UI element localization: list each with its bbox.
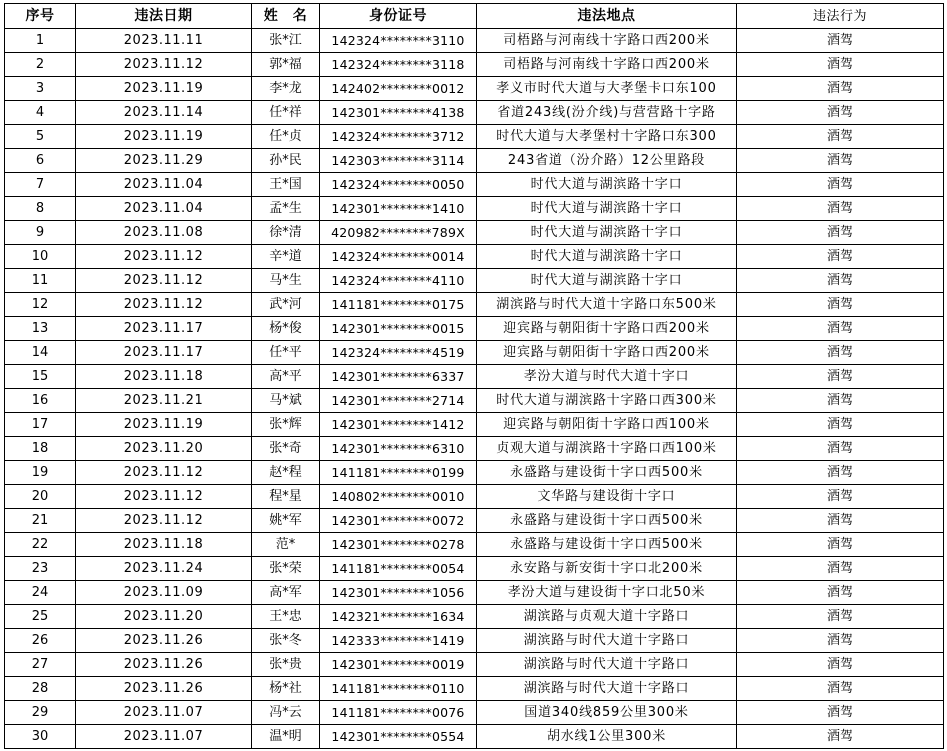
cell-seq: 23 <box>5 557 76 581</box>
cell-action: 酒驾 <box>737 629 944 653</box>
cell-seq: 25 <box>5 605 76 629</box>
cell-action: 酒驾 <box>737 485 944 509</box>
cell-name: 任*贞 <box>252 125 320 149</box>
cell-seq: 18 <box>5 437 76 461</box>
table-row <box>5 293 944 317</box>
cell-action: 酒驾 <box>737 557 944 581</box>
cell-date: 2023.11.12 <box>76 509 252 533</box>
cell-date: 2023.11.19 <box>76 125 252 149</box>
table-row <box>5 533 944 557</box>
cell-location: 243省道（汾介路）12公里路段 <box>477 149 737 173</box>
cell-id: 142301********1410 <box>320 197 477 221</box>
cell-id: 142301********4138 <box>320 101 477 125</box>
cell-name: 张*贵 <box>252 653 320 677</box>
cell-id: 140802********0010 <box>320 485 477 509</box>
cell-id: 142301********1412 <box>320 413 477 437</box>
cell-seq: 10 <box>5 245 76 269</box>
cell-id: 142321********1634 <box>320 605 477 629</box>
cell-id: 141181********0199 <box>320 461 477 485</box>
cell-id: 420982********789X <box>320 221 477 245</box>
cell-id: 142301********0072 <box>320 509 477 533</box>
cell-date: 2023.11.12 <box>76 293 252 317</box>
table-row <box>5 317 944 341</box>
cell-name: 任*平 <box>252 341 320 365</box>
cell-name: 郭*福 <box>252 53 320 77</box>
cell-id: 142301********6337 <box>320 365 477 389</box>
cell-id: 142324********3118 <box>320 53 477 77</box>
cell-location: 司梧路与河南线十字路口西200米 <box>477 53 737 77</box>
cell-seq: 20 <box>5 485 76 509</box>
cell-action: 酒驾 <box>737 605 944 629</box>
cell-date: 2023.11.09 <box>76 581 252 605</box>
cell-id: 142324********0050 <box>320 173 477 197</box>
cell-id: 142324********3712 <box>320 125 477 149</box>
cell-name: 徐*清 <box>252 221 320 245</box>
cell-action: 酒驾 <box>737 509 944 533</box>
cell-location: 湖滨路与时代大道十字路口 <box>477 677 737 701</box>
cell-seq: 24 <box>5 581 76 605</box>
cell-action: 酒驾 <box>737 365 944 389</box>
header-date: 违法日期 <box>76 4 252 29</box>
cell-seq: 27 <box>5 653 76 677</box>
cell-action: 酒驾 <box>737 125 944 149</box>
cell-action: 酒驾 <box>737 29 944 53</box>
cell-location: 永盛路与建设街十字口西500米 <box>477 509 737 533</box>
cell-date: 2023.11.07 <box>76 725 252 749</box>
cell-id: 142402********0012 <box>320 77 477 101</box>
cell-name: 张*奇 <box>252 437 320 461</box>
cell-seq: 4 <box>5 101 76 125</box>
cell-date: 2023.11.04 <box>76 197 252 221</box>
cell-location: 永盛路与建设街十字口西500米 <box>477 461 737 485</box>
cell-location: 文华路与建设街十字口 <box>477 485 737 509</box>
table-row <box>5 125 944 149</box>
violations-table <box>4 3 944 749</box>
cell-id: 142324********0014 <box>320 245 477 269</box>
cell-id: 142301********1056 <box>320 581 477 605</box>
cell-location: 湖滨路与时代大道十字路口东500米 <box>477 293 737 317</box>
cell-seq: 1 <box>5 29 76 53</box>
cell-action: 酒驾 <box>737 725 944 749</box>
cell-name: 马*斌 <box>252 389 320 413</box>
cell-name: 辛*道 <box>252 245 320 269</box>
cell-id: 142324********4519 <box>320 341 477 365</box>
cell-action: 酒驾 <box>737 677 944 701</box>
cell-seq: 28 <box>5 677 76 701</box>
cell-name: 高*军 <box>252 581 320 605</box>
cell-name: 张*辉 <box>252 413 320 437</box>
cell-date: 2023.11.17 <box>76 317 252 341</box>
cell-action: 酒驾 <box>737 389 944 413</box>
table-row <box>5 581 944 605</box>
cell-id: 142301********0554 <box>320 725 477 749</box>
header-id: 身份证号 <box>320 4 477 29</box>
table-row <box>5 485 944 509</box>
cell-name: 武*河 <box>252 293 320 317</box>
cell-date: 2023.11.20 <box>76 437 252 461</box>
cell-date: 2023.11.11 <box>76 29 252 53</box>
cell-action: 酒驾 <box>737 317 944 341</box>
cell-action: 酒驾 <box>737 581 944 605</box>
cell-action: 酒驾 <box>737 197 944 221</box>
cell-id: 142301********6310 <box>320 437 477 461</box>
cell-location: 永安路与新安街十字口北200米 <box>477 557 737 581</box>
cell-id: 142303********3114 <box>320 149 477 173</box>
cell-name: 马*生 <box>252 269 320 293</box>
table-row <box>5 245 944 269</box>
cell-id: 141181********0076 <box>320 701 477 725</box>
cell-id: 142301********0015 <box>320 317 477 341</box>
cell-id: 142333********1419 <box>320 629 477 653</box>
table-row <box>5 677 944 701</box>
cell-seq: 11 <box>5 269 76 293</box>
cell-action: 酒驾 <box>737 413 944 437</box>
table-row <box>5 341 944 365</box>
cell-location: 时代大道与湖滨路十字路口西300米 <box>477 389 737 413</box>
cell-seq: 8 <box>5 197 76 221</box>
cell-action: 酒驾 <box>737 701 944 725</box>
cell-seq: 30 <box>5 725 76 749</box>
cell-location: 孝汾大道与建设街十字口北50米 <box>477 581 737 605</box>
cell-name: 杨*俊 <box>252 317 320 341</box>
cell-seq: 19 <box>5 461 76 485</box>
cell-location: 孝汾大道与时代大道十字口 <box>477 365 737 389</box>
cell-date: 2023.11.20 <box>76 605 252 629</box>
cell-action: 酒驾 <box>737 533 944 557</box>
cell-seq: 9 <box>5 221 76 245</box>
cell-action: 酒驾 <box>737 341 944 365</box>
cell-date: 2023.11.26 <box>76 677 252 701</box>
cell-location: 省道243线(汾介线)与营营路十字路 <box>477 101 737 125</box>
cell-location: 湖滨路与时代大道十字路口 <box>477 629 737 653</box>
cell-name: 杨*社 <box>252 677 320 701</box>
table-row <box>5 53 944 77</box>
table-row <box>5 629 944 653</box>
cell-date: 2023.11.26 <box>76 629 252 653</box>
cell-action: 酒驾 <box>737 245 944 269</box>
cell-location: 迎宾路与朝阳街十字路口西200米 <box>477 341 737 365</box>
cell-date: 2023.11.12 <box>76 245 252 269</box>
cell-date: 2023.11.18 <box>76 533 252 557</box>
cell-seq: 29 <box>5 701 76 725</box>
cell-name: 冯*云 <box>252 701 320 725</box>
table-row <box>5 365 944 389</box>
cell-name: 张*荣 <box>252 557 320 581</box>
cell-id: 142301********0278 <box>320 533 477 557</box>
cell-name: 赵*程 <box>252 461 320 485</box>
cell-name: 温*明 <box>252 725 320 749</box>
table-row <box>5 29 944 53</box>
cell-seq: 14 <box>5 341 76 365</box>
cell-action: 酒驾 <box>737 101 944 125</box>
cell-name: 王*忠 <box>252 605 320 629</box>
cell-action: 酒驾 <box>737 269 944 293</box>
header-location: 违法地点 <box>477 4 737 29</box>
cell-date: 2023.11.12 <box>76 485 252 509</box>
cell-date: 2023.11.08 <box>76 221 252 245</box>
cell-name: 姚*军 <box>252 509 320 533</box>
cell-location: 时代大道与湖滨路十字口 <box>477 269 737 293</box>
table-row <box>5 101 944 125</box>
cell-action: 酒驾 <box>737 221 944 245</box>
cell-id: 142301********2714 <box>320 389 477 413</box>
cell-action: 酒驾 <box>737 293 944 317</box>
cell-seq: 7 <box>5 173 76 197</box>
cell-action: 酒驾 <box>737 461 944 485</box>
table-row <box>5 413 944 437</box>
cell-name: 程*星 <box>252 485 320 509</box>
cell-action: 酒驾 <box>737 77 944 101</box>
table-row <box>5 725 944 749</box>
cell-date: 2023.11.07 <box>76 701 252 725</box>
cell-date: 2023.11.29 <box>76 149 252 173</box>
cell-name: 李*龙 <box>252 77 320 101</box>
table-row <box>5 269 944 293</box>
table-row <box>5 461 944 485</box>
cell-location: 国道340线859公里300米 <box>477 701 737 725</box>
cell-id: 141181********0110 <box>320 677 477 701</box>
cell-date: 2023.11.26 <box>76 653 252 677</box>
table-row <box>5 701 944 725</box>
cell-date: 2023.11.04 <box>76 173 252 197</box>
cell-seq: 12 <box>5 293 76 317</box>
header-action: 违法行为 <box>737 4 944 29</box>
cell-id: 142324********3110 <box>320 29 477 53</box>
cell-name: 高*平 <box>252 365 320 389</box>
cell-id: 141181********0175 <box>320 293 477 317</box>
cell-seq: 17 <box>5 413 76 437</box>
cell-action: 酒驾 <box>737 437 944 461</box>
cell-location: 孝义市时代大道与大孝堡卡口东100 <box>477 77 737 101</box>
cell-location: 时代大道与大孝堡村十字路口东300 <box>477 125 737 149</box>
cell-seq: 5 <box>5 125 76 149</box>
cell-date: 2023.11.12 <box>76 53 252 77</box>
cell-location: 贞观大道与湖滨路十字路口西100米 <box>477 437 737 461</box>
table-row <box>5 437 944 461</box>
header-row <box>5 4 944 29</box>
header-name: 姓 名 <box>252 4 320 29</box>
cell-seq: 2 <box>5 53 76 77</box>
table-row <box>5 149 944 173</box>
table-row <box>5 605 944 629</box>
cell-date: 2023.11.17 <box>76 341 252 365</box>
cell-location: 时代大道与湖滨路十字口 <box>477 197 737 221</box>
cell-location: 司梧路与河南线十字路口西200米 <box>477 29 737 53</box>
cell-seq: 6 <box>5 149 76 173</box>
cell-date: 2023.11.14 <box>76 101 252 125</box>
cell-name: 任*祥 <box>252 101 320 125</box>
cell-seq: 15 <box>5 365 76 389</box>
header-seq: 序号 <box>5 4 76 29</box>
cell-location: 迎宾路与朝阳街十字路口西100米 <box>477 413 737 437</box>
cell-action: 酒驾 <box>737 53 944 77</box>
cell-id: 142324********4110 <box>320 269 477 293</box>
violations-sheet <box>4 3 944 749</box>
cell-location: 湖滨路与贞观大道十字路口 <box>477 605 737 629</box>
table-row <box>5 557 944 581</box>
cell-action: 酒驾 <box>737 149 944 173</box>
cell-seq: 16 <box>5 389 76 413</box>
table-row <box>5 389 944 413</box>
table-row <box>5 221 944 245</box>
table-row <box>5 173 944 197</box>
cell-action: 酒驾 <box>737 173 944 197</box>
cell-seq: 21 <box>5 509 76 533</box>
cell-seq: 26 <box>5 629 76 653</box>
cell-id: 142301********0019 <box>320 653 477 677</box>
table-body <box>5 29 944 749</box>
cell-name: 张*江 <box>252 29 320 53</box>
cell-date: 2023.11.18 <box>76 365 252 389</box>
cell-date: 2023.11.12 <box>76 269 252 293</box>
cell-location: 湖滨路与时代大道十字路口 <box>477 653 737 677</box>
cell-location: 时代大道与湖滨路十字口 <box>477 245 737 269</box>
cell-location: 时代大道与湖滨路十字口 <box>477 173 737 197</box>
cell-date: 2023.11.19 <box>76 413 252 437</box>
table-row <box>5 509 944 533</box>
table-row <box>5 653 944 677</box>
cell-name: 孙*民 <box>252 149 320 173</box>
cell-date: 2023.11.24 <box>76 557 252 581</box>
cell-location: 永盛路与建设街十字口西500米 <box>477 533 737 557</box>
cell-action: 酒驾 <box>737 653 944 677</box>
cell-name: 张*冬 <box>252 629 320 653</box>
cell-name: 孟*生 <box>252 197 320 221</box>
cell-name: 范* <box>252 533 320 557</box>
cell-location: 迎宾路与朝阳街十字路口西200米 <box>477 317 737 341</box>
table-row <box>5 77 944 101</box>
cell-location: 胡水线1公里300米 <box>477 725 737 749</box>
cell-date: 2023.11.21 <box>76 389 252 413</box>
cell-seq: 3 <box>5 77 76 101</box>
cell-seq: 13 <box>5 317 76 341</box>
table-row <box>5 197 944 221</box>
cell-location: 时代大道与湖滨路十字口 <box>477 221 737 245</box>
cell-date: 2023.11.19 <box>76 77 252 101</box>
cell-name: 王*国 <box>252 173 320 197</box>
cell-seq: 22 <box>5 533 76 557</box>
cell-date: 2023.11.12 <box>76 461 252 485</box>
cell-id: 141181********0054 <box>320 557 477 581</box>
